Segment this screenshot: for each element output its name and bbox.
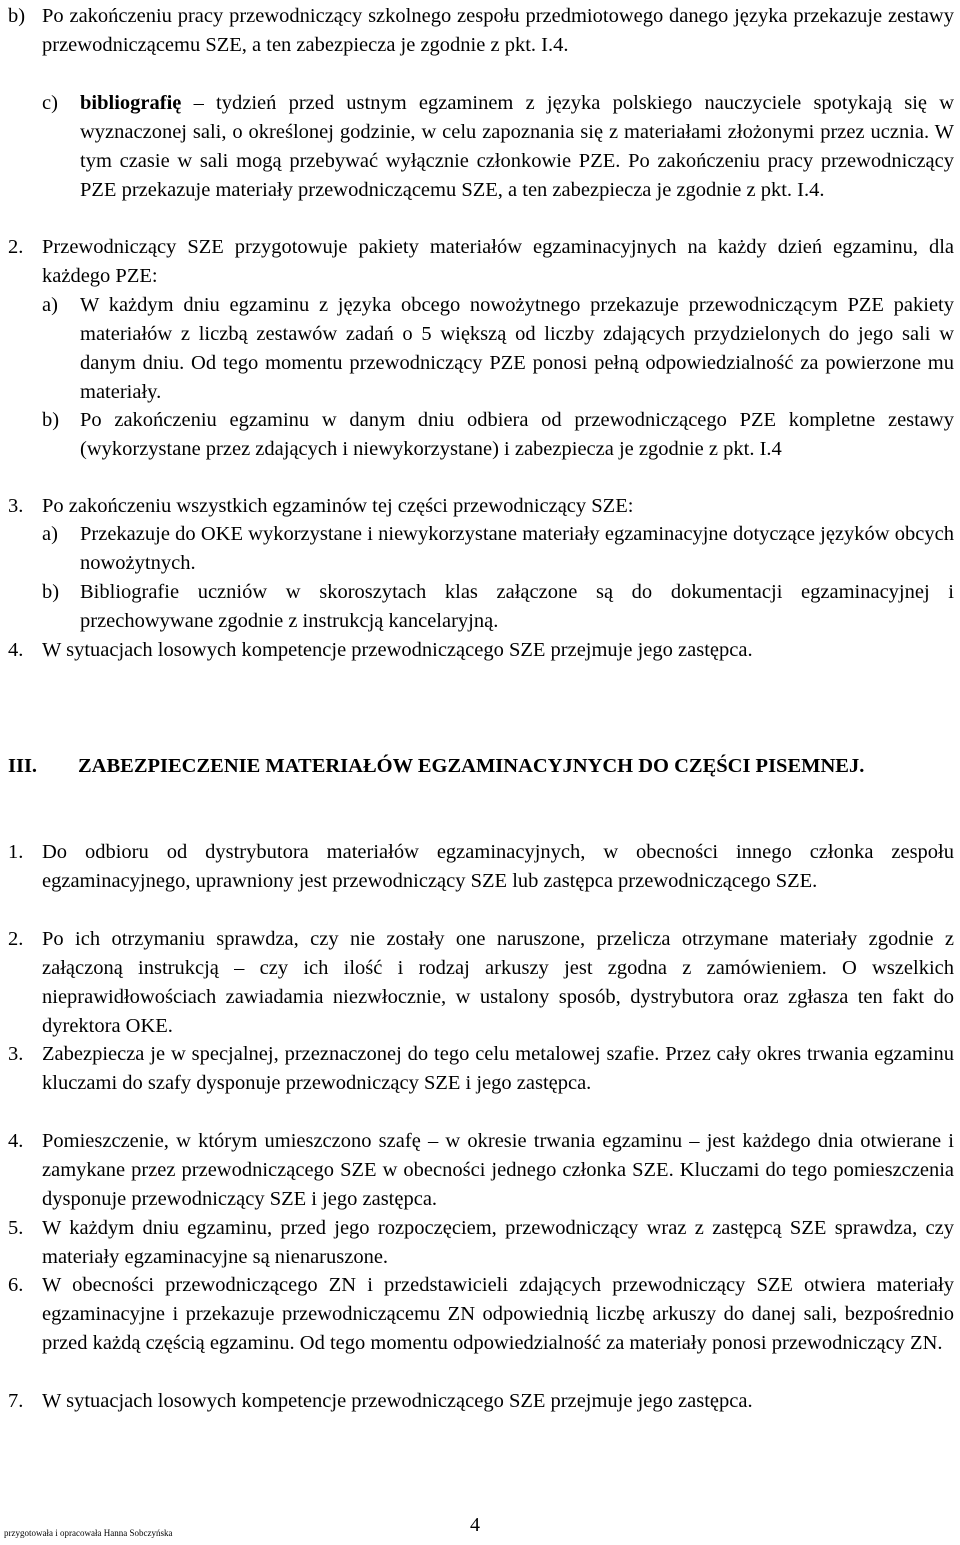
item-3a-label: a) (42, 523, 58, 545)
item-3b-label: b) (42, 581, 60, 603)
item-1c-label: c) (42, 92, 58, 114)
item-1c-paragraph: bibliografię – tydzień przed ustnym egzaminem z języka polskiego nauczyciele spotykają się w wyznaczonej sali, o określonej godzinie, w celu zapoznania się z materiałami złożonymi przez ucznia. W tym czasie w sali mogą przebywać wyłącznie członkowie PZE. Po zakończeniu pracy przewodniczący PZE przekazuje materiały przewodniczącemu SZE, a ten zabezpiecza je zgodnie z pkt. I.4. (80, 92, 955, 201)
section-3-item-4-text: Pomieszczenie, w którym umieszczono szafę – w okresie trwania egzaminu – jest każdego dnia otwierane i zamykane przez przewodniczącego SZE w obecności jednego członka SZE. Kluczami do tego pomieszczenia dysponuje przewodniczący SZE i jego zastępca. (42, 1130, 954, 1210)
item-3-label: 3. (8, 495, 24, 517)
section-3-item-7-text: W sytuacjach losowych kompetencje przewodniczącego SZE przejmuje jego zastępca. (42, 1390, 753, 1412)
item-1c-text: tydzień przed ustnym egzaminem z języka polskiego nauczyciele spotykają się w wyznaczonej sali, o określonej godzinie, w celu zapoznania się z materiałami złożonymi przez ucznia. W tym czasie w sali mogą przebywać wyłącznie członkowie PZE. Po zakończeniu pracy przewodniczący PZE przekazuje materiały przewodniczącemu SZE, a ten zabezpiecza je zgodnie z pkt. I.4. (80, 92, 955, 201)
section-3-item-7-label: 7. (8, 1390, 24, 1412)
item-3-text: Po zakończeniu wszystkich egzaminów tej części przewodniczący SZE: (42, 495, 634, 517)
item-2-label: 2. (8, 236, 24, 258)
item-4-text: W sytuacjach losowych kompetencje przewodniczącego SZE przejmuje jego zastępca. (42, 639, 753, 661)
item-1b-text: Po zakończeniu pracy przewodniczący szkolnego zespołu przedmiotowego danego języka przekazuje zestawy przewodniczącemu SZE, a ten zabezpiecza je zgodnie z pkt. I.4. (42, 5, 954, 56)
page-number: 4 (470, 1514, 480, 1536)
item-3b-text: Bibliografie uczniów w skoroszytach klas załączone są do dokumentacji egzaminacyjnej i przechowywane zgodnie z instrukcją kancelaryjną. (80, 581, 954, 632)
section-3-item-3-text: Zabezpiecza je w specjalnej, przeznaczonej do tego celu metalowej szafie. Przez cały okres trwania egzaminu kluczami do szafy dysponuje przewodniczący SZE i jego zastępca. (42, 1043, 954, 1094)
section-3-item-2-text: Po ich otrzymaniu sprawdza, czy nie zostały one naruszone, przelicza otrzymane materiały zgodnie z załączoną instrukcją – czy ich ilość i rodzaj arkuszy jest zgodna z zamówieniem. O wszelkich nieprawidłowościach zawiadamia niezwłocznie, w ustalony sposób, dystrybutora oraz zgłasza ten fakt do dyrektora OKE. (42, 928, 954, 1037)
section-3-item-6-label: 6. (8, 1274, 24, 1296)
author-note: przygotowała i opracowała Hanna Sobczyńska (4, 1528, 173, 1538)
section-3-item-1-text: Do odbioru od dystrybutora materiałów egzaminacyjnych, w obecności innego członka zespołu egzaminacyjnego, uprawniony jest przewodniczący SZE lub zastępca przewodniczącego SZE. (42, 841, 954, 892)
item-1c-bold-term: bibliografię (80, 92, 182, 114)
section-3-item-5-label: 5. (8, 1217, 24, 1239)
item-2a-text: W każdym dniu egzaminu z języka obcego nowożytnego przekazuje przewodniczącym PZE pakiety materiałów z liczbą zestawów zadań o 5 większą od liczby zdających przydzielonych do jego sali w danym dniu. Od tego momentu przewodniczący PZE ponosi pełną odpowiedzialność za powierzone mu materiały. (80, 294, 954, 403)
section-3-item-3-label: 3. (8, 1043, 24, 1065)
section-3-item-6-text: W obecności przewodniczącego ZN i przedstawicieli zdających przewodniczący SZE otwiera materiały egzaminacyjne i przekazuje przewodniczącemu ZN odpowiednią liczbę arkuszy do danej sali, bezpośrednio przed każdą częścią egzaminu. Od tego momentu odpowiedzialność za materiały ponosi przewodniczący ZN. (42, 1274, 954, 1354)
item-4-label: 4. (8, 639, 24, 661)
section-3-item-5-text: W każdym dniu egzaminu, przed jego rozpoczęciem, przewodniczący wraz z zastępcą SZE sprawdza, czy materiały egzaminacyjne są nienaruszone. (42, 1217, 954, 1268)
section-3-number: III. (8, 755, 38, 777)
section-3-title: ZABEZPIECZENIE MATERIAŁÓW EGZAMINACYJNYCH DO CZĘŚCI PISEMNEJ. (78, 755, 865, 777)
item-2b-label: b) (42, 409, 60, 431)
item-2a-label: a) (42, 294, 58, 316)
section-3-item-2-label: 2. (8, 928, 24, 950)
item-3a-text: Przekazuje do OKE wykorzystane i niewykorzystane materiały egzaminacyjne dotyczące języków obcych nowożytnych. (80, 523, 954, 574)
section-3-item-1-label: 1. (8, 841, 24, 863)
item-2-text: Przewodniczący SZE przygotowuje pakiety materiałów egzaminacyjnych na każdy dzień egzaminu, dla każdego PZE: (42, 236, 954, 287)
item-1b-label: b) (8, 5, 26, 27)
item-2b-text: Po zakończeniu egzaminu w danym dniu odbiera od przewodniczącego PZE kompletne zestawy (wykorzystane przez zdających i niewykorzystane) i zabezpiecza je zgodnie z pkt. I.4 (80, 409, 954, 460)
section-3-item-4-label: 4. (8, 1130, 24, 1152)
